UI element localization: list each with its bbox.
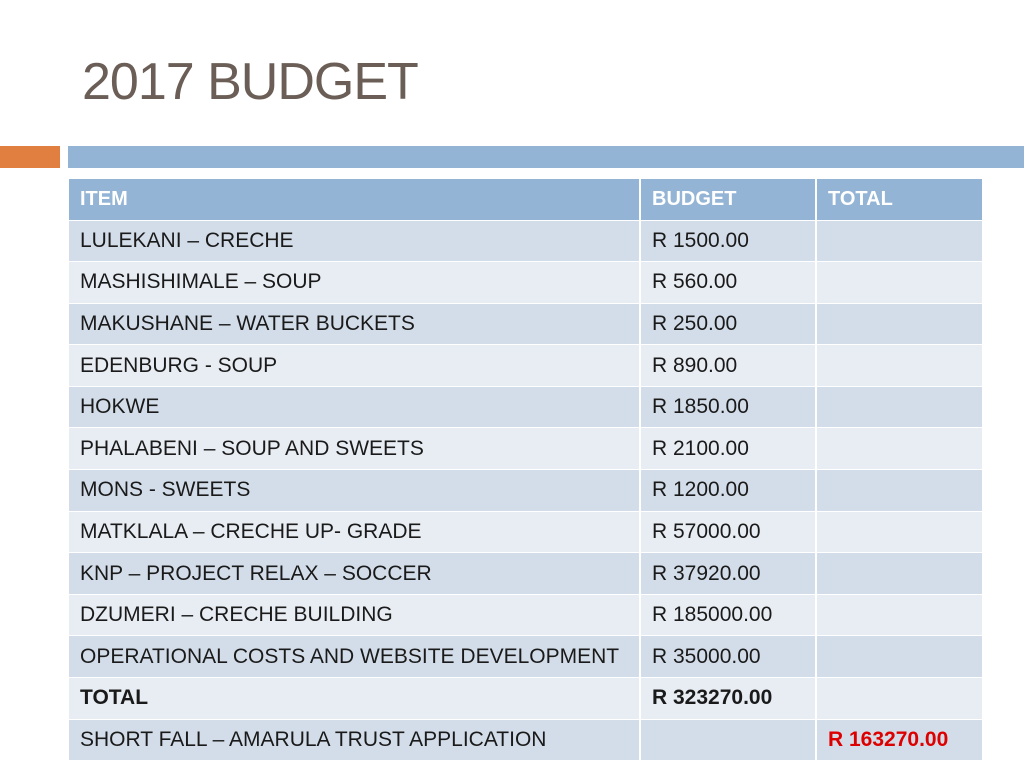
table-row	[69, 220, 982, 262]
cell-item: MAKUSHANE – WATER BUCKETS	[69, 303, 640, 345]
cell-item: DZUMERI – CRECHE BUILDING	[69, 594, 640, 636]
cell-item: OPERATIONAL COSTS AND WEBSITE DEVELOPMENT	[69, 636, 640, 678]
cell-budget: R 1200.00	[640, 470, 816, 512]
cell-item: MASHISHIMALE – SOUP	[69, 262, 640, 304]
cell-item: MATKLALA – CRECHE UP- GRADE	[69, 511, 640, 553]
cell-total	[816, 553, 982, 595]
total-row	[69, 678, 982, 720]
cell-budget: R 1850.00	[640, 386, 816, 428]
budget-table	[69, 179, 982, 761]
cell-item: KNP – PROJECT RELAX – SOCCER	[69, 553, 640, 595]
shortfall-label: SHORT FALL – AMARULA TRUST APPLICATION	[69, 719, 640, 761]
cell-total	[816, 594, 982, 636]
cell-total	[816, 678, 982, 720]
cell-total	[816, 220, 982, 262]
cell-total	[816, 511, 982, 553]
cell-total	[816, 303, 982, 345]
header-budget: BUDGET	[640, 179, 816, 220]
accent-bar	[0, 146, 60, 168]
table-header-row	[69, 179, 982, 220]
table-row	[69, 511, 982, 553]
table-row	[69, 636, 982, 678]
cell-budget: R 250.00	[640, 303, 816, 345]
cell-total	[816, 470, 982, 512]
cell-total	[816, 262, 982, 304]
table-row	[69, 470, 982, 512]
total-label: TOTAL	[69, 678, 640, 720]
cell-budget	[640, 719, 816, 761]
cell-budget: R 35000.00	[640, 636, 816, 678]
table-row	[69, 386, 982, 428]
cell-total	[816, 345, 982, 387]
table-row	[69, 303, 982, 345]
header-item: ITEM	[69, 179, 640, 220]
cell-budget: R 37920.00	[640, 553, 816, 595]
shortfall-value: R 163270.00	[816, 719, 982, 761]
cell-item: EDENBURG - SOUP	[69, 345, 640, 387]
cell-budget: R 1500.00	[640, 220, 816, 262]
cell-budget: R 185000.00	[640, 594, 816, 636]
title-underline-bar	[68, 146, 1024, 168]
cell-budget: R 890.00	[640, 345, 816, 387]
cell-budget: R 2100.00	[640, 428, 816, 470]
table-row	[69, 553, 982, 595]
table-row	[69, 428, 982, 470]
header-total: TOTAL	[816, 179, 982, 220]
cell-total	[816, 386, 982, 428]
total-budget-value: R 323270.00	[640, 678, 816, 720]
table-row	[69, 594, 982, 636]
shortfall-row	[69, 719, 982, 761]
cell-item: PHALABENI – SOUP AND SWEETS	[69, 428, 640, 470]
cell-total	[816, 636, 982, 678]
table-row	[69, 345, 982, 387]
cell-budget: R 560.00	[640, 262, 816, 304]
cell-item: LULEKANI – CRECHE	[69, 220, 640, 262]
cell-item: HOKWE	[69, 386, 640, 428]
cell-item: MONS - SWEETS	[69, 470, 640, 512]
slide-title: 2017 BUDGET	[82, 53, 418, 111]
cell-total	[816, 428, 982, 470]
cell-budget: R 57000.00	[640, 511, 816, 553]
table-row	[69, 262, 982, 304]
